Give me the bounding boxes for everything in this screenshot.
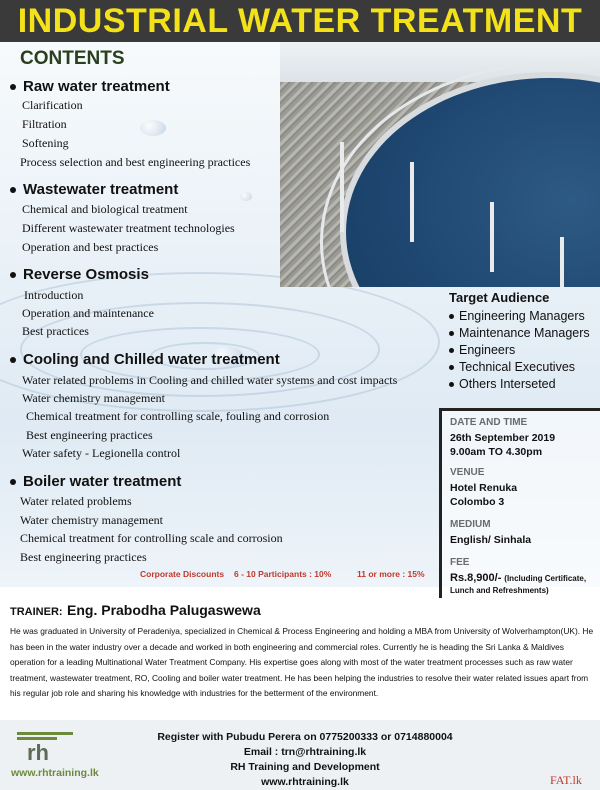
rh-logo-icon bbox=[17, 732, 73, 762]
event-info-box bbox=[439, 408, 600, 598]
medium-value: English/ Sinhala bbox=[450, 534, 532, 546]
venue-label: VENUE bbox=[450, 467, 485, 478]
list-item: Others Interseted bbox=[449, 376, 590, 393]
fee-label: FEE bbox=[450, 557, 470, 568]
bullet-icon bbox=[449, 348, 454, 353]
section-cooling-water: Cooling and Chilled water treatment bbox=[10, 351, 280, 368]
watermark: FAT.lk bbox=[550, 773, 582, 787]
list-item: Best practices bbox=[22, 324, 89, 338]
list-item: Water chemistry management bbox=[20, 513, 163, 527]
list-item: Process selection and best engineering practices bbox=[20, 155, 251, 169]
clarifier-tank-photo bbox=[280, 42, 600, 287]
target-audience-title: Target Audience bbox=[449, 290, 550, 305]
bullet-icon bbox=[449, 382, 454, 387]
list-item: Water related problems in Cooling and chilled water systems and cost impacts bbox=[22, 373, 398, 387]
org-line: RH Training and Development bbox=[230, 761, 380, 773]
list-item: Best engineering practices bbox=[26, 428, 153, 442]
trainer-bio: He was graduated in University of Peradeniya, specialized in Chemical & Process Engineering and holding a MBA from University of Wolverhampton(UK). He has been in the water industry over a decade and worked in both engineering and commercial roles. Currently he is heading the Sri Lanka & Maldives operation for a leading Multinational Water Treatment Company. His expertise goes along with most of the water treatment processes such as raw water treatment, wastewater treatment, RO, Cooling and boiler water treatment. He has been helping the industries to resolve their water related issues apart from his regular job role and sharing his knowledge with industries for the betterment of the environment. bbox=[10, 626, 594, 698]
bullet-icon bbox=[10, 187, 16, 193]
discount-tier-2: 11 or more : 15% bbox=[357, 569, 425, 579]
list-item: Engineering Managers bbox=[449, 308, 590, 325]
fee-value: Rs.8,900/- (Including Certificate, bbox=[450, 572, 587, 584]
medium-label: MEDIUM bbox=[450, 519, 491, 530]
list-item: Engineers bbox=[449, 342, 590, 359]
list-item: Water safety - Legionella control bbox=[22, 446, 181, 460]
bullet-icon bbox=[449, 331, 454, 336]
list-item: Chemical and biological treatment bbox=[22, 202, 188, 216]
list-item: Chemical treatment for controlling scale, fouling and corrosion bbox=[26, 409, 330, 423]
register-line: Register with Pubudu Perera on 0775200333 or 0714880004 bbox=[157, 731, 453, 743]
water-droplet-decoration bbox=[240, 192, 252, 201]
event-time: 9.00am TO 4.30pm bbox=[450, 446, 543, 458]
event-date: 26th September 2019 bbox=[450, 432, 556, 444]
list-item: Water related problems bbox=[20, 494, 132, 508]
section-boiler-water: Boiler water treatment bbox=[10, 473, 181, 490]
list-item: Water chemistry management bbox=[22, 391, 165, 405]
bullet-icon bbox=[10, 272, 16, 278]
list-item: Different wastewater treatment technologies bbox=[22, 221, 235, 235]
contents-heading: CONTENTS bbox=[20, 48, 125, 69]
list-item: Operation and best practices bbox=[22, 240, 159, 254]
page-title: INDUSTRIAL WATER TREATMENT bbox=[17, 2, 583, 40]
section-raw-water: Raw water treatment bbox=[10, 78, 170, 95]
list-item: Chemical treatment for controlling scale and corrosion bbox=[20, 531, 283, 545]
registration-info bbox=[135, 730, 475, 790]
trainer-name: Eng. Prabodha Palugaswewa bbox=[67, 602, 261, 618]
bullet-icon bbox=[449, 365, 454, 370]
list-item: Operation and maintenance bbox=[22, 306, 154, 320]
website-line[interactable]: www.rhtraining.lk bbox=[261, 776, 349, 788]
discount-label: Corporate Discounts bbox=[140, 569, 225, 579]
bullet-icon bbox=[10, 479, 16, 485]
fee-note: Lunch and Refreshments) bbox=[450, 586, 549, 595]
date-label: DATE AND TIME bbox=[450, 417, 528, 428]
logo-website[interactable]: www.rhtraining.lk bbox=[11, 767, 99, 779]
trainer-heading bbox=[10, 602, 261, 620]
list-item: Clarification bbox=[22, 98, 83, 112]
venue-line2: Colombo 3 bbox=[450, 496, 505, 508]
list-item: Filtration bbox=[22, 117, 67, 131]
venue-line1: Hotel Renuka bbox=[450, 482, 518, 494]
water-droplet-decoration bbox=[140, 120, 166, 136]
target-audience bbox=[449, 290, 590, 393]
email-line[interactable]: Email : trn@rhtraining.lk bbox=[243, 746, 367, 758]
bullet-icon bbox=[10, 84, 16, 90]
svg-text:rh: rh bbox=[27, 740, 49, 762]
discount-tier-1: 6 - 10 Participants : 10% bbox=[234, 569, 332, 579]
trainer-label: TRAINER: bbox=[10, 606, 63, 618]
list-item: Best engineering practices bbox=[20, 550, 147, 564]
list-item: Maintenance Managers bbox=[449, 325, 590, 342]
bullet-icon bbox=[10, 357, 16, 363]
list-item: Softening bbox=[22, 136, 69, 150]
section-wastewater: Wastewater treatment bbox=[10, 181, 178, 198]
bullet-icon bbox=[449, 314, 454, 319]
list-item: Technical Executives bbox=[449, 359, 590, 376]
list-item: Introduction bbox=[24, 288, 84, 302]
section-reverse-osmosis: Reverse Osmosis bbox=[10, 266, 149, 283]
